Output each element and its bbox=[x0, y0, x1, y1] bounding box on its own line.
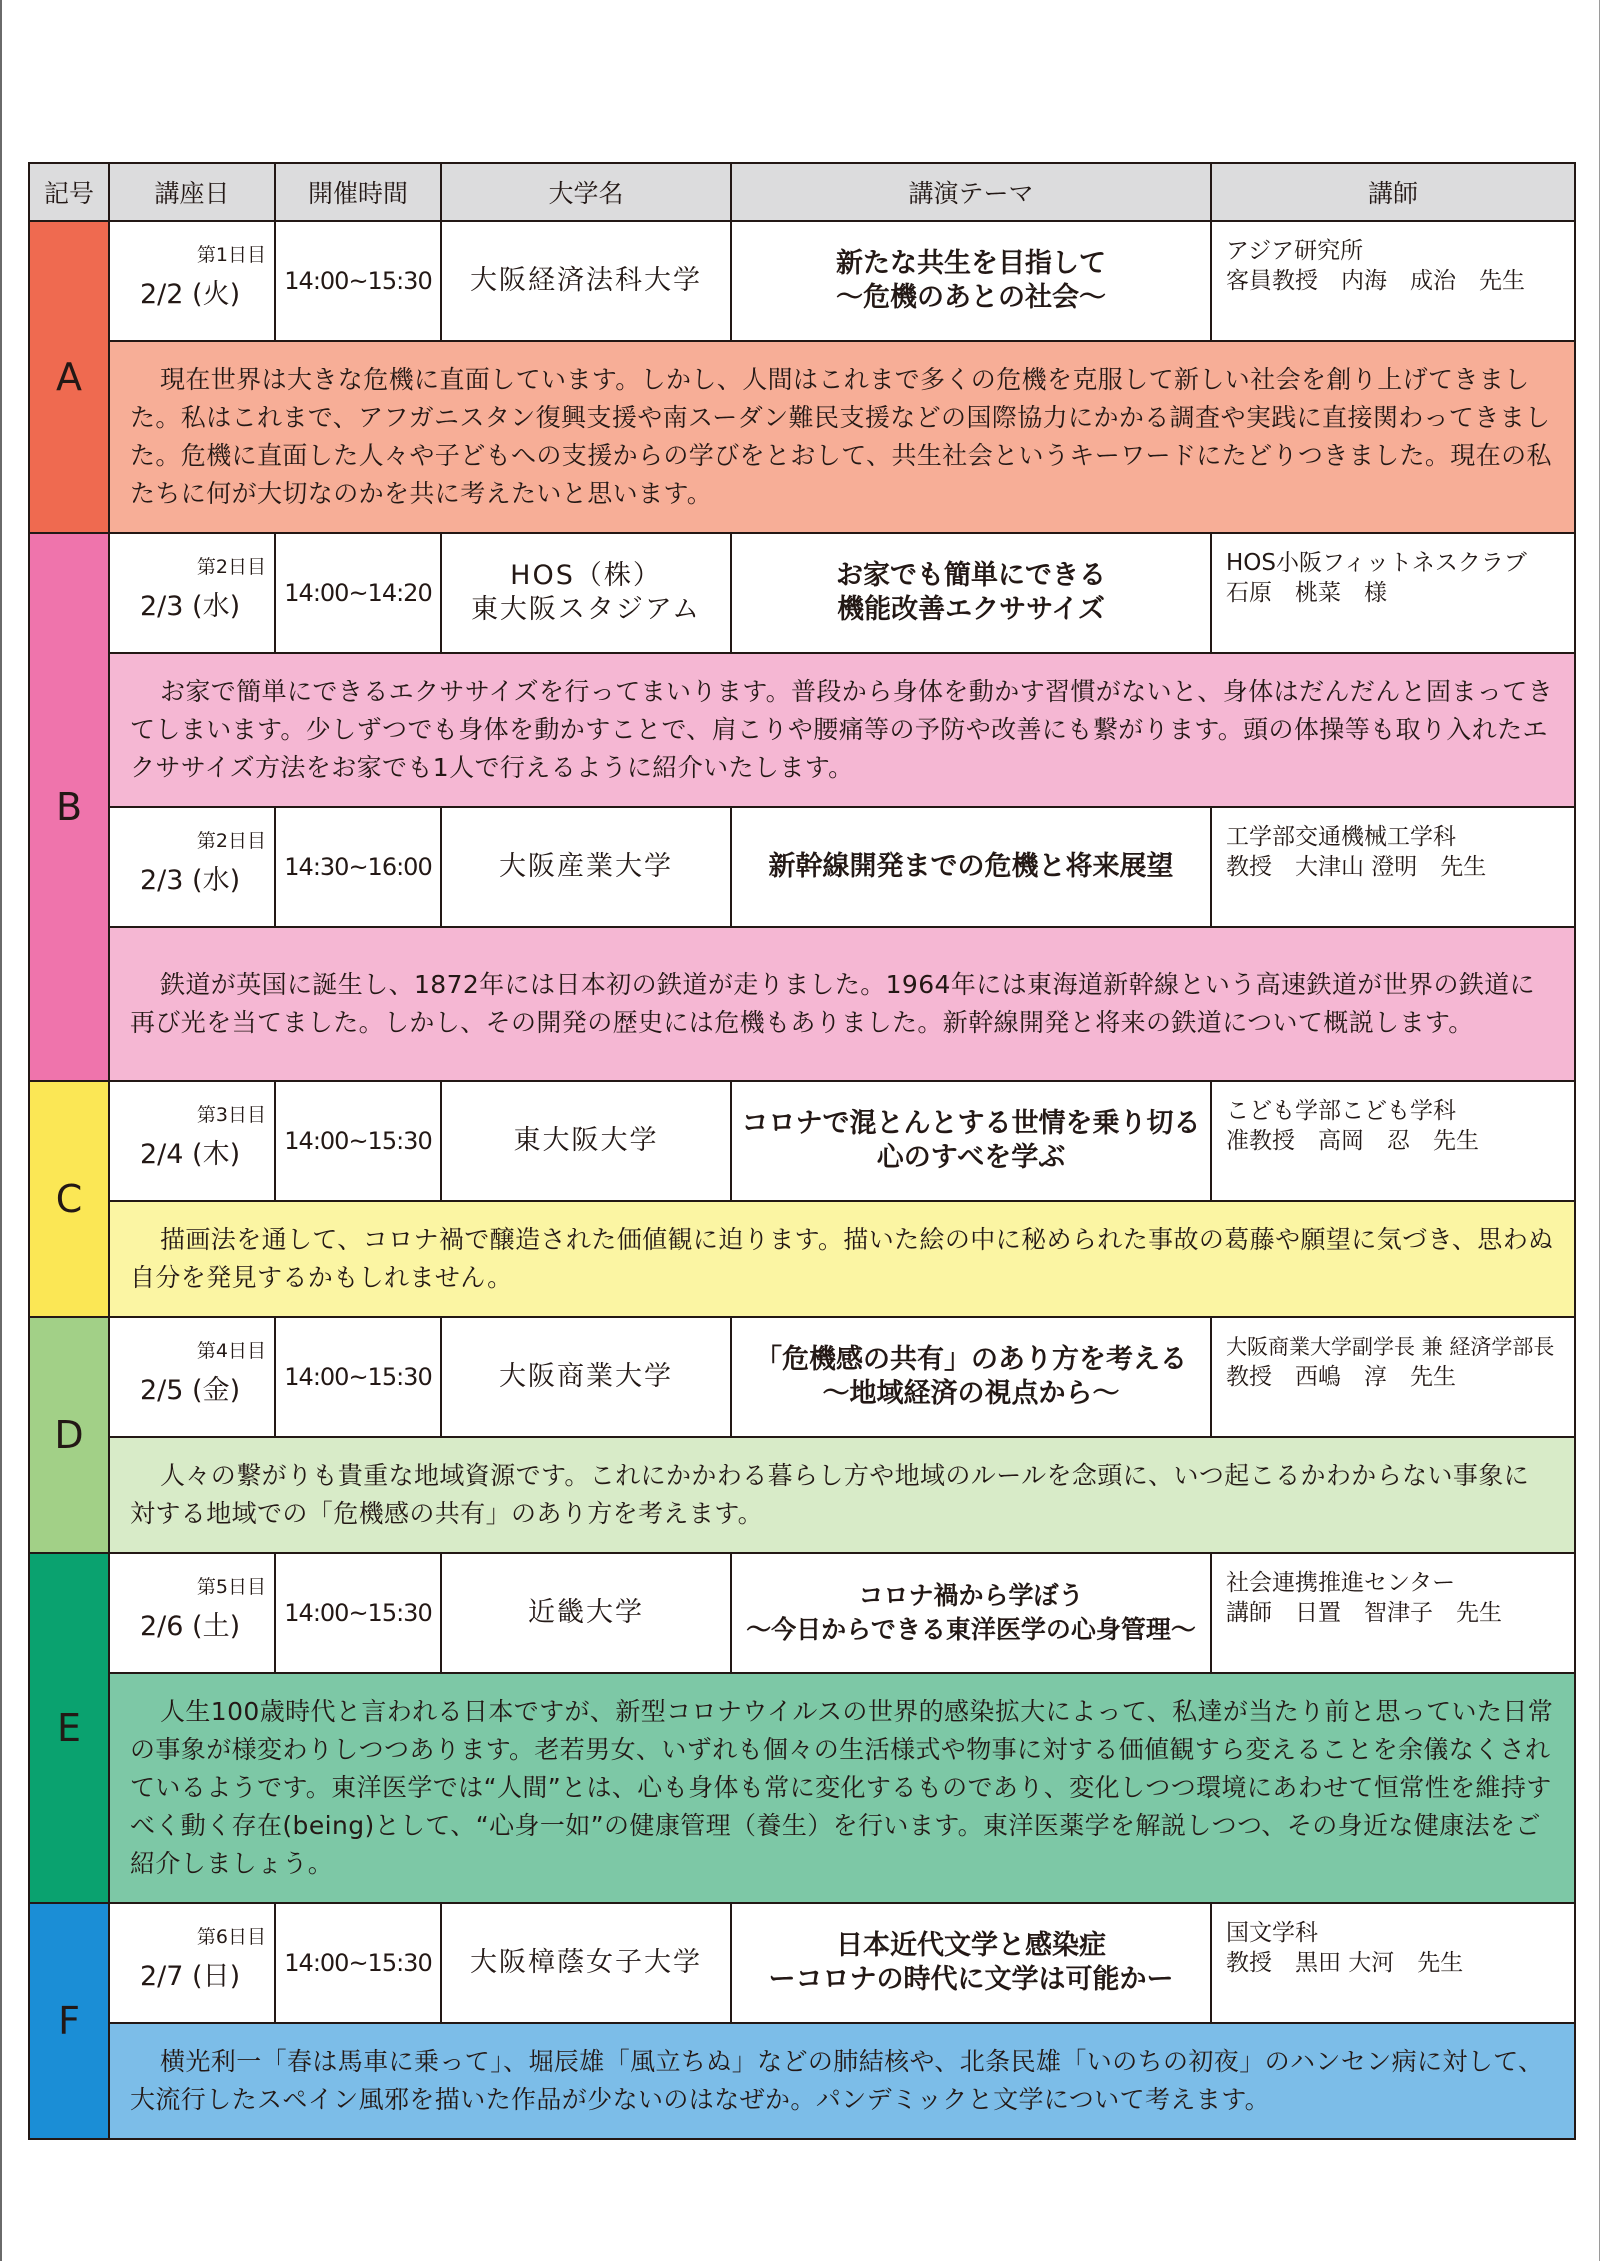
university-cell bbox=[441, 533, 731, 653]
day-number: 第2日目 bbox=[196, 830, 266, 852]
time-cell: 14:00~15:30 bbox=[275, 221, 441, 341]
header-date: 講座日 bbox=[109, 163, 275, 221]
date-cell bbox=[109, 221, 275, 341]
lecturer-org: 工学部交通機械工学科 bbox=[1226, 824, 1456, 850]
lecturer-org: こども学部こども学科 bbox=[1226, 1098, 1456, 1124]
lecturer-cell bbox=[1211, 533, 1575, 653]
theme-line: コロナ禍から学ぼう bbox=[858, 1581, 1084, 1610]
session-description-row bbox=[29, 341, 1575, 533]
date-cell bbox=[109, 1903, 275, 2023]
header-lecturer: 講師 bbox=[1211, 163, 1575, 221]
date-cell bbox=[109, 1081, 275, 1201]
time-cell: 14:00~14:20 bbox=[275, 533, 441, 653]
description-cell bbox=[109, 1673, 1575, 1903]
day-number: 第2日目 bbox=[196, 556, 266, 578]
lecturer-name: 教授 黒田 大河 先生 bbox=[1226, 1950, 1464, 1976]
theme-line: 〜危機のあとの社会〜 bbox=[836, 282, 1106, 313]
header-code: 記号 bbox=[29, 163, 109, 221]
session-description-row bbox=[29, 1673, 1575, 1903]
code-cell-a: A bbox=[29, 221, 109, 533]
description-text: お家で簡単にできるエクササイズを行ってまいります。普段から身体を動かす習慣がないと、身体はだんだんと固まってきてしまいます。少しずつでも身体を動かすことで、肩こりや腰痛等の予防や改善にも繋がります。頭の体操等も取り入れたエクササイズ方法をお家でも1人で行えるように紹介いたします。 bbox=[130, 677, 1554, 782]
lecturer-name: 教授 大津山 澄明 先生 bbox=[1226, 854, 1487, 880]
theme-line: ーコロナの時代に文学は可能かー bbox=[768, 1964, 1174, 1995]
theme-line: 心のすべを学ぶ bbox=[876, 1142, 1066, 1173]
description-text: 鉄道が英国に誕生し、1872年には日本初の鉄道が走りました。1964年には東海道新幹線という高速鉄道が世界の鉄道に再び光を当てました。しかし、その開発の歴史には危機もありました。新幹線開発と将来の鉄道について概説します。 bbox=[130, 970, 1536, 1037]
university-cell: 大阪商業大学 bbox=[441, 1317, 731, 1437]
session-info-row bbox=[29, 807, 1575, 927]
description-cell bbox=[109, 1201, 1575, 1317]
session-description-row bbox=[29, 1201, 1575, 1317]
session-description-row bbox=[29, 927, 1575, 1081]
lecturer-name: 客員教授 内海 成治 先生 bbox=[1226, 268, 1525, 294]
lecture-schedule-table bbox=[28, 162, 1576, 2140]
lecturer-name: 石原 桃菜 様 bbox=[1226, 580, 1387, 606]
description-text: 横光利一「春は馬車に乗って」、堀辰雄「風立ちぬ」などの肺結核や、北条民雄「いのちの初夜」のハンセン病に対して、大流行したスペイン風邪を描いた作品が少ないのはなぜか。パンデミックと文学について考えます。 bbox=[130, 2047, 1544, 2114]
theme-line: 機能改善エクササイズ bbox=[837, 594, 1105, 625]
theme-cell bbox=[731, 1553, 1211, 1673]
code-cell-b: B bbox=[29, 533, 109, 1081]
description-cell bbox=[109, 927, 1575, 1081]
code-cell-e: E bbox=[29, 1553, 109, 1903]
time-cell: 14:00~15:30 bbox=[275, 1903, 441, 2023]
description-text: 描画法を通して、コロナ禍で醸造された価値観に迫ります。描いた絵の中に秘められた事故の葛藤や願望に気づき、思わぬ自分を発見するかもしれません。 bbox=[130, 1225, 1554, 1292]
theme-line: お家でも簡単にできる bbox=[836, 560, 1106, 591]
session-info-row bbox=[29, 1903, 1575, 2023]
lecturer-org: 社会連携推進センター bbox=[1226, 1570, 1456, 1596]
description-text: 人々の繋がりも貴重な地域資源です。これにかかわる暮らし方や地域のルールを念頭に、いつ起こるかわからない事象に対する地域での「危機感の共有」のあり方を考えます。 bbox=[130, 1461, 1530, 1528]
description-cell bbox=[109, 341, 1575, 533]
session-info-row bbox=[29, 1317, 1575, 1437]
session-info-row bbox=[29, 221, 1575, 341]
lecturer-cell bbox=[1211, 1081, 1575, 1201]
date-cell bbox=[109, 533, 275, 653]
university-line: 東大阪スタジアム bbox=[470, 594, 702, 625]
theme-cell bbox=[731, 1081, 1211, 1201]
university-cell: 近畿大学 bbox=[441, 1553, 731, 1673]
page-left-edge bbox=[0, 0, 2, 2261]
lecture-date: 2/2 (火) bbox=[140, 279, 241, 310]
theme-cell bbox=[731, 533, 1211, 653]
theme-cell bbox=[731, 1903, 1211, 2023]
header-university: 大学名 bbox=[441, 163, 731, 221]
theme-line: 〜今日からできる東洋医学の心身管理〜 bbox=[746, 1615, 1196, 1644]
code-cell-c: C bbox=[29, 1081, 109, 1317]
description-cell bbox=[109, 1437, 1575, 1553]
day-number: 第4日目 bbox=[196, 1340, 266, 1362]
theme-line: 「危機感の共有」のあり方を考える bbox=[755, 1344, 1187, 1375]
lecturer-name: 教授 西嶋 淳 先生 bbox=[1226, 1364, 1456, 1390]
session-description-row bbox=[29, 653, 1575, 807]
lecturer-cell bbox=[1211, 1553, 1575, 1673]
description-text: 人生100歳時代と言われる日本ですが、新型コロナウイルスの世界的感染拡大によって、私達が当たり前と思っていた日常の事象が様変わりしつつあります。老若男女、いずれも個々の生活様式や物事に対する価値観すら変えることを余儀なくされているようです。東洋医学では“人間”とは、心も身体も常に変化するものであり、変化しつつ環境にあわせて恒常性を維持すべく動く存在(being)として、“心身一如”の健康管理（養生）を行います。東洋医薬学を解説しつつ、その身近な健康法をご紹介しましょう。 bbox=[130, 1697, 1554, 1878]
day-number: 第5日目 bbox=[196, 1576, 266, 1598]
session-description-row bbox=[29, 1437, 1575, 1553]
lecturer-cell bbox=[1211, 221, 1575, 341]
lecturer-org: アジア研究所 bbox=[1226, 238, 1364, 264]
lecture-date: 2/4 (木) bbox=[140, 1139, 241, 1170]
lecture-date: 2/5 (金) bbox=[140, 1375, 241, 1406]
date-cell bbox=[109, 1553, 275, 1673]
session-info-row bbox=[29, 1553, 1575, 1673]
university-cell: 大阪経済法科大学 bbox=[441, 221, 731, 341]
session-description-row bbox=[29, 2023, 1575, 2139]
code-cell-d: D bbox=[29, 1317, 109, 1553]
lecturer-cell bbox=[1211, 807, 1575, 927]
lecturer-name: 講師 日置 智津子 先生 bbox=[1226, 1600, 1502, 1626]
day-number: 第3日目 bbox=[196, 1104, 266, 1126]
session-info-row bbox=[29, 1081, 1575, 1201]
date-cell bbox=[109, 807, 275, 927]
lecturer-org: HOS小阪フィットネスクラブ bbox=[1226, 550, 1527, 576]
lecturer-cell bbox=[1211, 1317, 1575, 1437]
lecturer-cell bbox=[1211, 1903, 1575, 2023]
header-time: 開催時間 bbox=[275, 163, 441, 221]
university-cell: 大阪樟蔭女子大学 bbox=[441, 1903, 731, 2023]
code-cell-f: F bbox=[29, 1903, 109, 2139]
university-cell: 大阪産業大学 bbox=[441, 807, 731, 927]
theme-line: 日本近代文学と感染症 bbox=[836, 1930, 1106, 1961]
lecture-date: 2/3 (水) bbox=[140, 591, 241, 622]
lecture-date: 2/3 (水) bbox=[140, 865, 241, 896]
time-cell: 14:00~15:30 bbox=[275, 1553, 441, 1673]
lecturer-org: 大阪商業大学副学長 兼 経済学部長 bbox=[1226, 1335, 1555, 1359]
theme-cell bbox=[731, 221, 1211, 341]
lecture-date: 2/7 (日) bbox=[140, 1961, 241, 1992]
lecturer-org: 国文学科 bbox=[1226, 1920, 1318, 1946]
time-cell: 14:30~16:00 bbox=[275, 807, 441, 927]
theme-cell bbox=[731, 1317, 1211, 1437]
day-number: 第6日目 bbox=[196, 1926, 266, 1948]
theme-line: 新たな共生を目指して bbox=[836, 248, 1106, 279]
description-cell bbox=[109, 2023, 1575, 2139]
lecture-date: 2/6 (土) bbox=[140, 1611, 241, 1642]
header-row bbox=[29, 163, 1575, 221]
lecturer-name: 准教授 高岡 忍 先生 bbox=[1226, 1128, 1479, 1154]
theme-cell: 新幹線開発までの危機と将来展望 bbox=[731, 807, 1211, 927]
description-cell bbox=[109, 653, 1575, 807]
university-cell: 東大阪大学 bbox=[441, 1081, 731, 1201]
theme-line: コロナで混とんとする世情を乗り切る bbox=[741, 1108, 1201, 1139]
university-line: HOS（株） bbox=[510, 560, 662, 591]
session-info-row bbox=[29, 533, 1575, 653]
theme-line: 〜地域経済の視点から〜 bbox=[822, 1378, 1120, 1409]
time-cell: 14:00~15:30 bbox=[275, 1317, 441, 1437]
day-number: 第1日目 bbox=[196, 244, 266, 266]
header-theme: 講演テーマ bbox=[731, 163, 1211, 221]
description-text: 現在世界は大きな危機に直面しています。しかし、人間はこれまで多くの危機を克服して新しい社会を創り上げてきました。私はこれまで、アフガニスタン復興支援や南スーダン難民支援などの国際協力にかかる調査や実践に直接関わってきました。危機に直面した人々や子どもへの支援からの学びをとおして、共生社会というキーワードにたどりつきました。現在の私たちに何が大切なのかを共に考えたいと思います。 bbox=[130, 365, 1552, 508]
time-cell: 14:00~15:30 bbox=[275, 1081, 441, 1201]
date-cell bbox=[109, 1317, 275, 1437]
